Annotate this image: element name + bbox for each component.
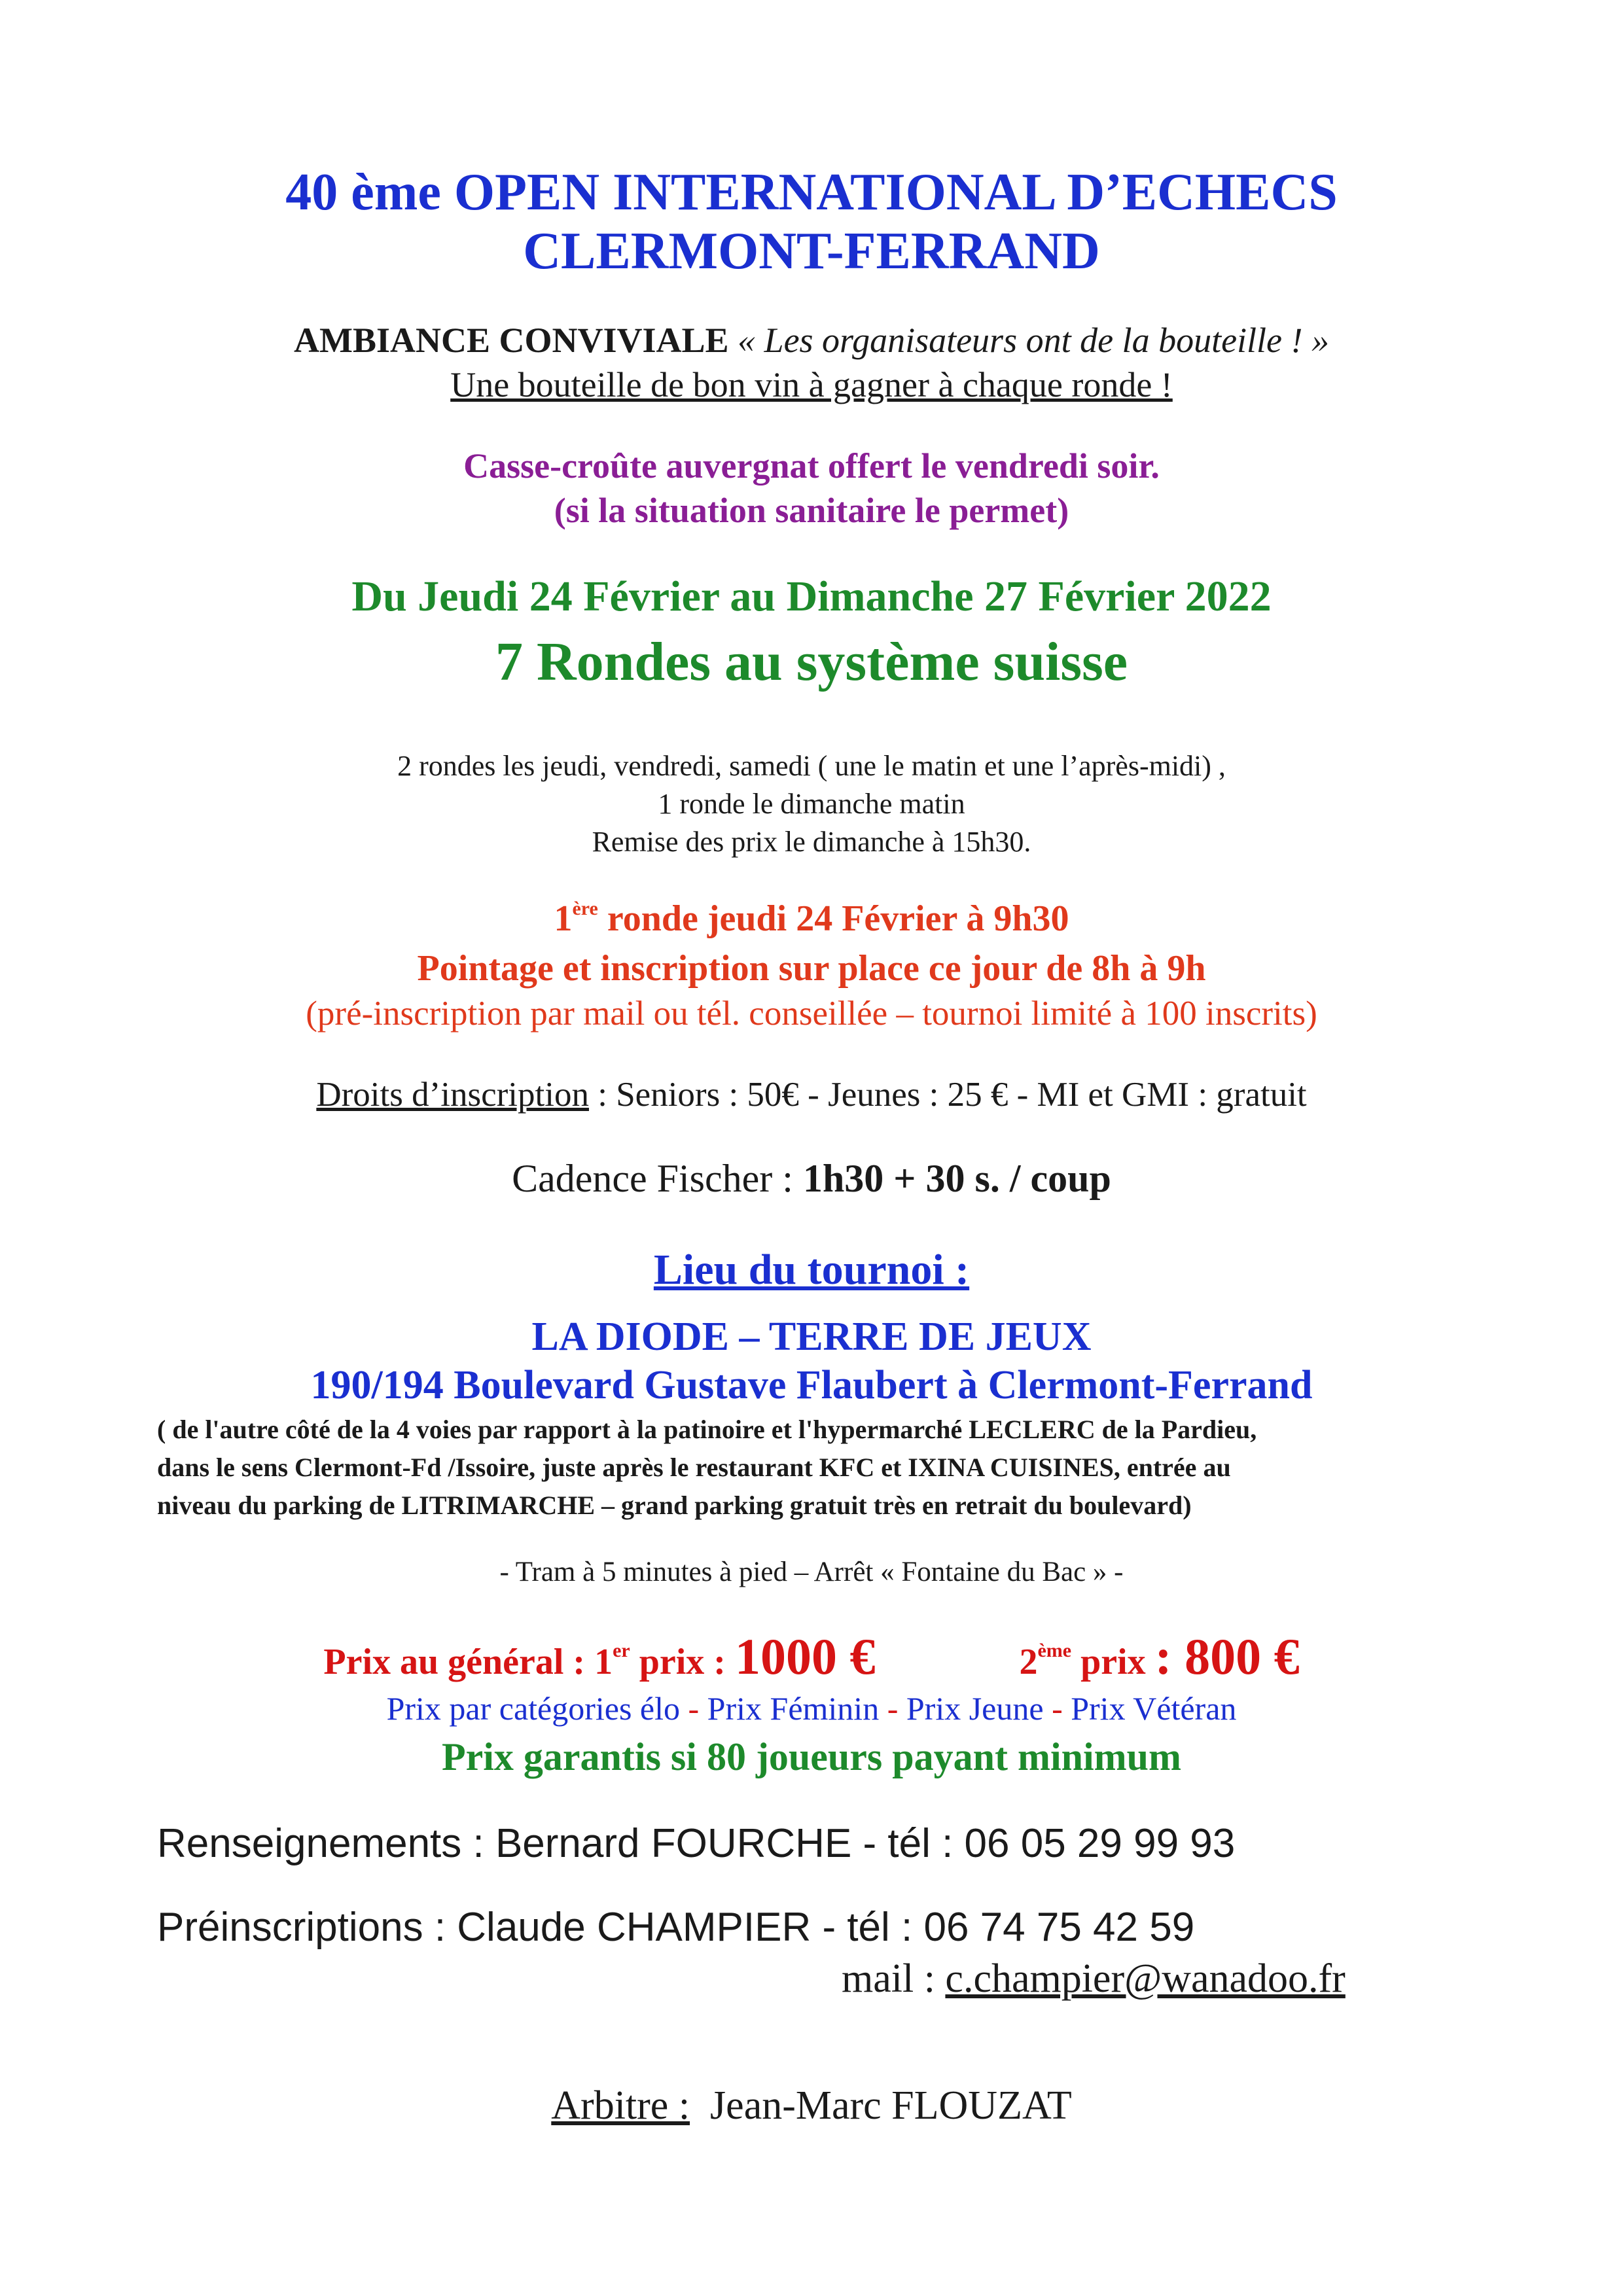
rounds-heading: 7 Rondes au système suisse <box>495 631 1128 692</box>
time-control-label: Cadence Fischer : <box>512 1157 803 1200</box>
second-prize-amount: 800 € <box>1185 1628 1300 1685</box>
tram-info: - Tram à 5 minutes à pied – Arrêt « Fontaine du Bac » - <box>499 1557 1124 1587</box>
title-line-2: CLERMONT-FERRAND <box>523 222 1100 280</box>
tournament-dates: Du Jeudi 24 Février au Dimanche 27 Février 2022 <box>351 573 1272 620</box>
time-control-value: 1h30 + 30 s. / coup <box>802 1157 1111 1200</box>
fees-line <box>0 1073 1623 1116</box>
fees-label: Droits d’inscription <box>316 1076 589 1114</box>
category-sep: - <box>879 1690 906 1727</box>
bottle-line <box>0 364 1623 406</box>
first-prize-sup: er <box>613 1640 630 1661</box>
general-prizes-line <box>0 1629 1623 1689</box>
second-prize-text: prix <box>1071 1642 1155 1682</box>
schedule-line-2: 1 ronde le dimanche matin <box>658 788 965 820</box>
fees-text: : Seniors : 50€ - Jeunes : 25 € - MI et GMI : gratuit <box>588 1076 1307 1114</box>
first-round-line <box>0 896 1623 941</box>
category-sep: - <box>680 1690 707 1727</box>
directions-line-2: dans le sens Clermont-Fd /Issoire, juste après le restaurant KFC et IXINA CUISINES, entrée au <box>157 1453 1231 1482</box>
first-round-sup: ère <box>572 898 598 919</box>
arbiter-label: Arbitre : <box>551 2083 690 2128</box>
venue-name: LA DIODE – TERRE DE JEUX <box>531 1315 1092 1359</box>
first-prize-text: prix : <box>630 1642 735 1682</box>
mail-label: mail : <box>842 1956 946 2001</box>
ambiance-quote: « Les organisateurs ont de la bouteille ! » <box>738 321 1329 360</box>
category-prize-veteran: Prix Vétéran <box>1071 1690 1237 1727</box>
first-prize-num: 1 <box>594 1642 613 1682</box>
first-round-text: ronde jeudi 24 Février à 9h30 <box>597 898 1069 939</box>
first-round-num: 1 <box>554 898 573 939</box>
second-prize-colon: : <box>1154 1628 1185 1685</box>
time-control-line <box>0 1154 1623 1203</box>
arbiter-name: Jean-Marc FLOUZAT <box>690 2083 1072 2128</box>
second-prize-num: 2 <box>1019 1642 1038 1682</box>
title-line-1: 40 ème OPEN INTERNATIONAL D’ECHECS <box>285 164 1338 221</box>
ambiance-line <box>0 319 1623 361</box>
info-contact: Renseignements : Bernard FOURCHE - tél : 06 05 29 99 93 <box>157 1821 1236 1866</box>
directions-line-1: ( de l'autre côté de la 4 voies par rapport à la patinoire et l'hypermarché LECLERC de la Pardieu, <box>157 1415 1257 1444</box>
category-sep: - <box>1043 1690 1071 1727</box>
prizes-label: Prix au général : <box>323 1642 595 1682</box>
second-prize-sup: ème <box>1037 1640 1072 1661</box>
arbiter-line <box>0 2081 1623 2130</box>
snack-line-1: Casse-croûte auvergnat offert le vendredi soir. <box>463 446 1160 486</box>
pointage-line: Pointage et inscription sur place ce jour de 8h à 9h <box>417 948 1206 989</box>
schedule-line-1: 2 rondes les jeudi, vendredi, samedi ( une le matin et une l’après-midi) , <box>397 750 1226 782</box>
preinscription-note: (pré-inscription par mail ou tél. conseillée – tournoi limité à 100 inscrits) <box>306 995 1317 1033</box>
first-prize-amount: 1000 € <box>734 1628 876 1685</box>
ambiance-label: AMBIANCE CONVIVIALE <box>293 321 729 360</box>
schedule-line-3: Remise des prix le dimanche à 15h30. <box>592 826 1031 858</box>
mail-link[interactable]: c.champier@wanadoo.fr <box>945 1956 1346 2001</box>
directions-line-3: niveau du parking de LITRIMARCHE – grand parking gratuit très en retrait du boulevard) <box>157 1491 1192 1520</box>
venue-address: 190/194 Boulevard Gustave Flaubert à Clermont-Ferrand <box>310 1363 1313 1407</box>
snack-line-2: (si la situation sanitaire le permet) <box>554 491 1069 530</box>
venue-heading: Lieu du tournoi : <box>653 1246 970 1294</box>
mail-line <box>842 1954 1346 2004</box>
preregistration-contact: Préinscriptions : Claude CHAMPIER - tél : 06 74 75 42 59 <box>157 1905 1195 1950</box>
bottle-text: Une bouteille de bon vin à gagner à chaque ronde ! <box>450 365 1173 404</box>
category-prize-elo: Prix par catégories élo <box>386 1690 681 1727</box>
guaranteed-prizes-note: Prix garantis si 80 joueurs payant minimum <box>441 1735 1182 1778</box>
category-prize-feminin: Prix Féminin <box>707 1690 880 1727</box>
category-prize-jeune: Prix Jeune <box>906 1690 1044 1727</box>
category-prizes-line <box>0 1688 1623 1729</box>
